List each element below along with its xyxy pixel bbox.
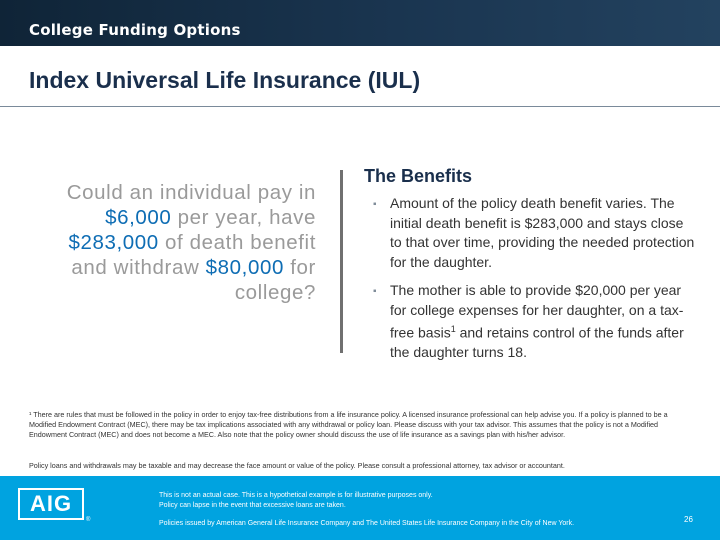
benefit-text-after: and retains control of the funds after the daughter turns 18. — [390, 324, 684, 361]
question-amount-withdraw: $80,000 — [205, 256, 284, 279]
benefit-item-college-expenses — [373, 281, 698, 363]
registered-mark: ® — [86, 517, 91, 523]
question-amount-annual: $6,000 — [105, 206, 172, 229]
square-bullet-icon: ▪ — [373, 286, 377, 297]
question-text — [40, 180, 316, 305]
page-title: Index Universal Life Insurance (IUL) — [29, 67, 421, 93]
footnote-tax-rules: ¹ There are rules that must be followed in the policy in order to enjoy tax-free distributions from a life insurance policy. A licensed insurance professional can help advise you. If a policy is planned to be a Modified Endowment Contract (MEC), there may be tax implications associated with any withdrawal or policy loan. Please discuss with your tax advisor. This assumes that the policy is not a Modified Endowment Contract (MEC) and does not become a MEC. Also note that the policy owner should discuss the use of life insurance as a savings plan with his/her advisor. — [29, 410, 668, 440]
question-part-4: for college? — [234, 256, 316, 304]
footnote-policy-loans: Policy loans and withdrawals may be taxable and may decrease the face amount or value of the policy. Please consult a professional attorney, tax advisor or accountant. — [29, 461, 565, 470]
footer-disclaimer — [159, 491, 433, 511]
header-title: College Funding Options — [29, 21, 241, 39]
question-part-2: per year, have — [171, 206, 316, 229]
benefit-item-death-benefit — [373, 194, 698, 272]
benefit-text: Amount of the policy death benefit varies. The initial death benefit is $283,000 and stays close to that over time, providing the needed protection for the daughter. — [390, 195, 695, 270]
question-part-3: of death benefit and withdraw — [71, 231, 316, 279]
aig-logo: AIG — [18, 488, 84, 520]
question-part-1: Could an individual pay in — [66, 181, 316, 204]
benefits-list — [373, 194, 698, 372]
disclaimer-line-1: This is not an actual case. This is a hypothetical example is for illustrative purposes only. — [159, 492, 433, 499]
page-number: 26 — [684, 515, 693, 524]
disclaimer-line-2: Policy can lapse in the event that excessive loans are taken. — [159, 502, 346, 509]
question-amount-death-benefit: $283,000 — [68, 231, 159, 254]
vertical-divider — [340, 170, 343, 353]
footer-issuer: Policies issued by American General Life Insurance Company and The United States Life Insurance Company in the City of New York. — [159, 520, 575, 527]
footnote-marker: 1 — [450, 324, 456, 334]
benefits-heading: The Benefits — [364, 166, 473, 186]
square-bullet-icon: ▪ — [373, 199, 377, 210]
benefit-text-before: The mother is able to provide $20,000 per year for college expenses for her daughter, on a tax-free basis — [390, 282, 684, 341]
title-divider — [0, 106, 720, 107]
